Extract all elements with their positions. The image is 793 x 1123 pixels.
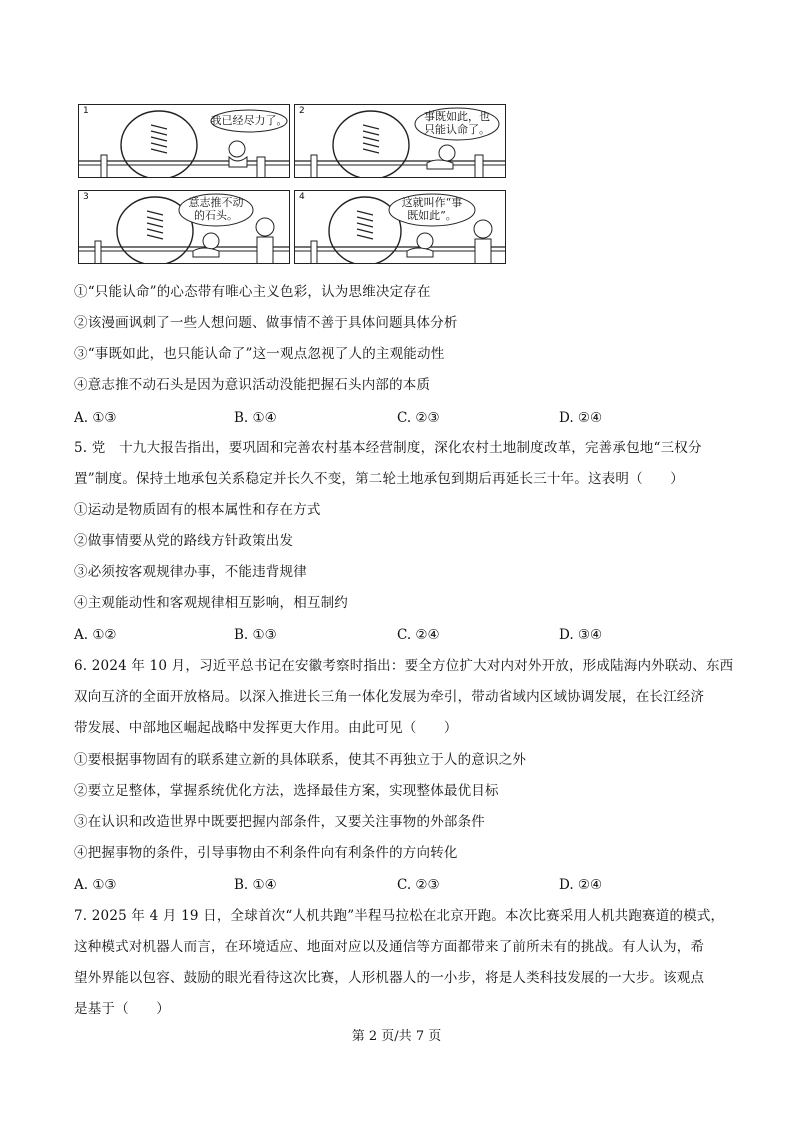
- q4-options: [74, 408, 714, 428]
- q6-statement-1: ①要根据事物固有的联系建立新的具体联系，使其不再独立于人的意识之外: [74, 752, 527, 768]
- bubble-text: 我已经尽力了。: [210, 114, 288, 127]
- bubble-text: 意志推不动: [188, 196, 244, 209]
- q6-statement-2: ②要立足整体，掌握系统优化方法，选择最佳方案，实现整体最优目标: [74, 783, 499, 799]
- bubble-text: 事既如此，也: [424, 110, 490, 123]
- q6-statement-4: ④把握事物的条件，引导事物由不利条件向有利条件的方向转化: [74, 845, 458, 861]
- q4-statement-1: ①“只能认命”的心态带有唯心主义色彩，认为思维决定存在: [74, 284, 431, 300]
- option-b[interactable]: B. ①④: [234, 877, 277, 893]
- option-a[interactable]: A. ①③: [74, 877, 117, 893]
- q6-stem-line-1: 6. 2024 年 10 月，习近平总书记在安徽考察时指出：要全方位扩大对内对外开放，形成陆海内外联动、东西: [74, 658, 734, 674]
- comic-strip: [78, 104, 502, 262]
- option-a[interactable]: A. ①②: [74, 627, 117, 643]
- q4-statement-2: ②该漫画讽刺了一些人想问题、做事情不善于具体问题具体分析: [74, 315, 458, 331]
- bubble-text: 这就叫作“事: [401, 196, 463, 209]
- bubble-text: 既如此”。: [407, 209, 457, 222]
- page-footer: 第 2 页/共 7 页: [351, 1029, 442, 1044]
- q6-stem-line-2: 双向互济的全面开放格局。以深入推进长三角一体化发展为牵引，带动省域内区域协调发展，在长江经济: [74, 689, 705, 705]
- q4-statement-3: ③“事既如此，也只能认命了”这一观点忽视了人的主观能动性: [74, 346, 445, 362]
- option-d[interactable]: D. ②④: [559, 410, 603, 426]
- option-b[interactable]: B. ①④: [234, 410, 277, 426]
- q6-options: [74, 875, 714, 895]
- q5-statement-1: ①运动是物质固有的根本属性和存在方式: [74, 502, 321, 518]
- q7-stem-line-1: 7. 2025 年 4 月 19 日，全球首次“人机共跑”半程马拉松在北京开跑。本次比赛采用人机共跑赛道的模式，: [74, 908, 725, 924]
- panel-number: 4: [299, 192, 305, 202]
- option-a[interactable]: A. ①③: [74, 410, 117, 426]
- comic-panel-2: [294, 104, 506, 178]
- speech-bubble: [387, 193, 477, 227]
- q7-stem-line-2: 这种模式对机器人而言，在环境适应、地面对应以及通信等方面都带来了前所未有的挑战。有人认为，希: [74, 939, 705, 955]
- option-c[interactable]: C. ②④: [397, 627, 440, 643]
- q7-stem-line-3: 望外界能以包容、鼓励的眼光看待这次比赛，人形机器人的一小步，将是人类科技发展的一大步。该观点: [74, 970, 705, 986]
- comic-panel-3: [78, 190, 290, 264]
- q6-statement-3: ③在认识和改造世界中既要把握内部条件，又要关注事物的外部条件: [74, 814, 485, 830]
- bubble-text: 只能认命了。: [424, 123, 490, 136]
- panel-number: 1: [83, 106, 89, 116]
- option-c[interactable]: C. ②③: [397, 410, 440, 426]
- q5-statement-3: ③必须按客观规律办事，不能违背规律: [74, 564, 307, 580]
- panel-number: 2: [299, 106, 305, 116]
- option-b[interactable]: B. ①③: [234, 627, 277, 643]
- speech-bubble: [413, 107, 501, 141]
- bubble-text: 的石头。: [194, 209, 238, 222]
- option-d[interactable]: D. ②④: [559, 877, 603, 893]
- q7-stem-line-4: 是基于（ ）: [74, 1001, 170, 1017]
- comic-panel-1: [78, 104, 290, 178]
- comic-panel-4: [294, 190, 506, 264]
- q5-options: [74, 625, 714, 645]
- speech-bubble: [209, 109, 289, 133]
- q5-statement-4: ④主观能动性和客观规律相互影响，相互制约: [74, 595, 348, 611]
- option-d[interactable]: D. ③④: [559, 627, 603, 643]
- speech-bubble: [177, 193, 255, 227]
- panel-number: 3: [83, 192, 89, 202]
- q5-stem-line-2: 置”制度。保持土地承包关系稳定并长久不变，第二轮土地承包到期后再延长三十年。这表明（ ）: [74, 471, 684, 487]
- option-c[interactable]: C. ②③: [397, 877, 440, 893]
- q5-statement-2: ②做事情要从党的路线方针政策出发: [74, 533, 294, 549]
- q6-stem-line-3: 带发展、中部地区崛起战略中发挥更大作用。由此可见（ ）: [74, 720, 458, 736]
- q5-stem-line-1: 5. 党 十九大报告指出，要巩固和完善农村基本经营制度，深化农村土地制度改革，完善承包地“三权分: [74, 440, 702, 456]
- q4-statement-4: ④意志推不动石头是因为意识活动没能把握石头内部的本质: [74, 377, 431, 393]
